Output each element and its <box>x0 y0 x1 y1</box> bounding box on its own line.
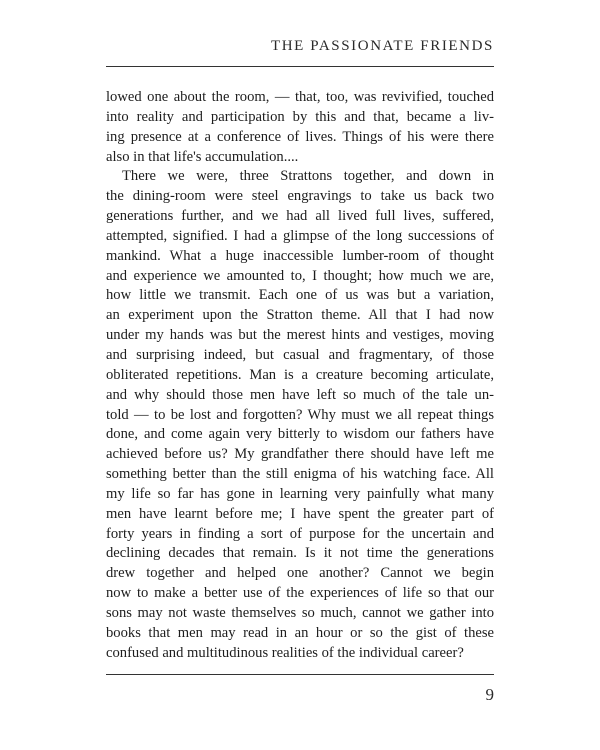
running-head-title: THE PASSIONATE FRIENDS <box>270 38 494 54</box>
text-line: something better than the still enigma of his watching face. All <box>106 466 494 483</box>
text-line: men have learnt before me; I have spent the greater part of <box>106 505 494 522</box>
text-line: achieved before us? My grandfather there should have left me <box>106 446 494 463</box>
text-line: ing presence at a conference of lives. Things of his were there <box>106 128 494 145</box>
body-text <box>106 88 494 663</box>
text-line: and why should those men have left so much of the tale un- <box>106 386 494 403</box>
text-line: told — to be lost and forgotten? Why must we all repeat things <box>106 406 494 423</box>
text-line: now to make a better use of the experiences of life so that our <box>106 585 494 602</box>
text-line: attempted, signified. I had a glimpse of the long successions of <box>106 227 494 244</box>
text-line: declining decades that remain. Is it not time the generations <box>106 545 494 562</box>
text-line: sons may not waste themselves so much, cannot we gather into <box>106 604 494 621</box>
text-line: drew together and helped one another? Cannot we begin <box>106 565 494 582</box>
header-rule <box>106 66 494 67</box>
text-line: the dining-room were steel engravings to take us back two <box>106 188 494 205</box>
text-line: mankind. What a huge inaccessible lumber-room of thought <box>106 247 494 264</box>
text-line: my life so far has gone in learning very painfully what many <box>106 485 494 502</box>
text-line: confused and multitudinous realities of the individual career? <box>106 644 464 661</box>
text-line: and surprising indeed, but casual and fragmentary, of those <box>106 346 494 363</box>
text-line: lowed one about the room, — that, too, was revivified, touched <box>106 89 494 105</box>
text-line: an experiment upon the Stratton theme. All that I had now <box>106 307 494 324</box>
text-line: into reality and participation by this and that, became a liv- <box>106 108 494 125</box>
text-line: how little we transmit. Each one of us was but a variation, <box>106 287 494 304</box>
text-line: generations further, and we had all lived full lives, suffered, <box>106 208 494 225</box>
text-line: forty years in finding a sort of purpose for the uncertain and <box>106 525 494 542</box>
text-line: under my hands was but the merest hints and vestiges, moving <box>106 327 494 344</box>
text-line: done, and come again very bitterly to wisdom our fathers have <box>106 426 494 443</box>
page-number: 9 <box>485 685 494 704</box>
text-line: books that men may read in an hour or so the gist of these <box>106 624 494 641</box>
text-line: also in that life's accumulation.... <box>106 148 299 165</box>
text-line: obliterated repetitions. Man is a creature becoming articulate, <box>106 366 494 383</box>
text-line: and experience we amounted to, I thought; how much we are, <box>106 267 494 284</box>
footer-rule <box>106 674 494 675</box>
paragraph-first-line: There we were, three Strattons together, and down in <box>122 168 494 185</box>
